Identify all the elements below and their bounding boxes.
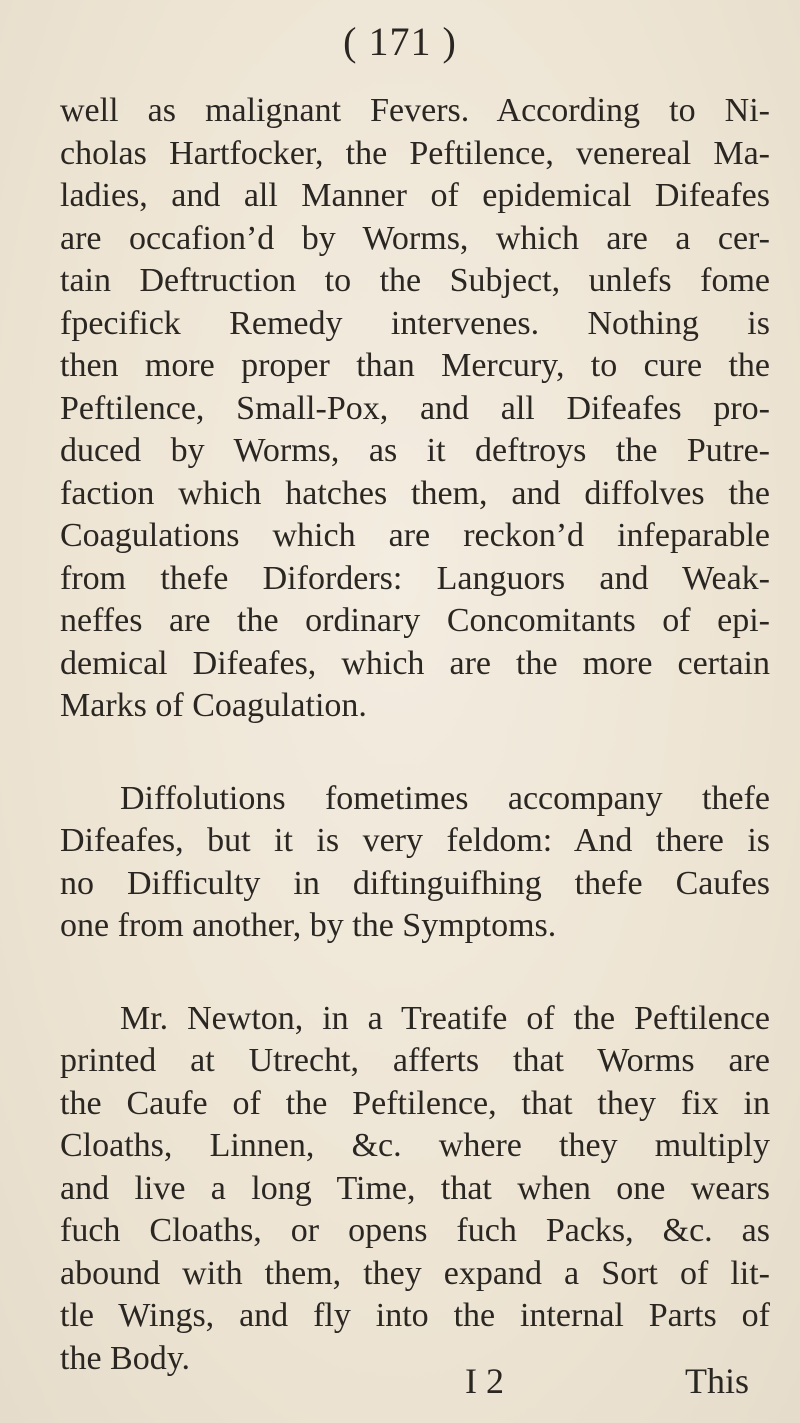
- text-line: and live a long Time, that when one wears: [60, 1169, 770, 1207]
- text-line: then more proper than Mercury, to cure the: [60, 347, 770, 384]
- text-line: cholas Hartfocker, the Peftilence, venereal Ma-: [60, 134, 770, 172]
- text-line: the Body.: [60, 1339, 191, 1377]
- text-line: duced by Worms, as it deftroys the Putre-: [60, 432, 770, 469]
- text-line: Mr. Newton, in a Treatife of the Peftilence: [120, 999, 770, 1037]
- text-line: Peftilence, Small-Pox, and all Difeafes pro-: [60, 389, 770, 427]
- text-line: from thefe Diforders: Languors and Weak-: [60, 559, 770, 597]
- text-line: tle Wings, and fly into the internal Parts of: [60, 1297, 770, 1334]
- text-line: Difeafes, but it is very feldom: And there is: [60, 822, 770, 859]
- signature-mark: I 2: [465, 1361, 504, 1401]
- text-line: no Difficulty in diftinguifhing thefe Caufes: [60, 864, 770, 902]
- text-line: Coagulations which are reckon’d infeparable: [60, 517, 770, 554]
- body-text: [60, 90, 770, 1423]
- text-line: fpecifick Remedy intervenes. Nothing is: [60, 304, 770, 342]
- catchword: This: [685, 1361, 750, 1401]
- text-line: fuch Cloaths, or opens fuch Packs, &c. as: [60, 1212, 770, 1249]
- text-line: are occafion’d by Worms, which are a cer-: [60, 219, 770, 257]
- paragraph-3: [60, 998, 770, 1381]
- text-line: tain Deftruction to the Subject, unlefs fome: [60, 262, 770, 299]
- text-line: Cloaths, Linnen, &c. where they multiply: [60, 1127, 770, 1164]
- text-line: faction which hatches them, and diffolves the: [60, 474, 770, 512]
- paragraph-2: [60, 778, 770, 948]
- text-line: demical Difeafes, which are the more certain: [60, 644, 770, 682]
- text-line: one from another, by the Symptoms.: [60, 907, 557, 944]
- text-line: well as malignant Fevers. According to Ni-: [60, 92, 770, 129]
- text-line: ladies, and all Manner of epidemical Difeafes: [60, 177, 770, 214]
- paragraph-1: [60, 90, 770, 728]
- text-line: printed at Utrecht, afferts that Worms are: [60, 1042, 770, 1079]
- text-line: abound with them, they expand a Sort of lit-: [60, 1254, 770, 1292]
- page-number-header: ( 171 ): [343, 19, 457, 64]
- text-line: Marks of Coagulation.: [60, 687, 367, 724]
- text-line: Diffolutions fometimes accompany thefe: [120, 779, 770, 817]
- text-line: neffes are the ordinary Concomitants of epi-: [60, 602, 770, 639]
- text-line: the Caufe of the Peftilence, that they fix in: [60, 1084, 770, 1122]
- page-footer: [0, 1360, 800, 1410]
